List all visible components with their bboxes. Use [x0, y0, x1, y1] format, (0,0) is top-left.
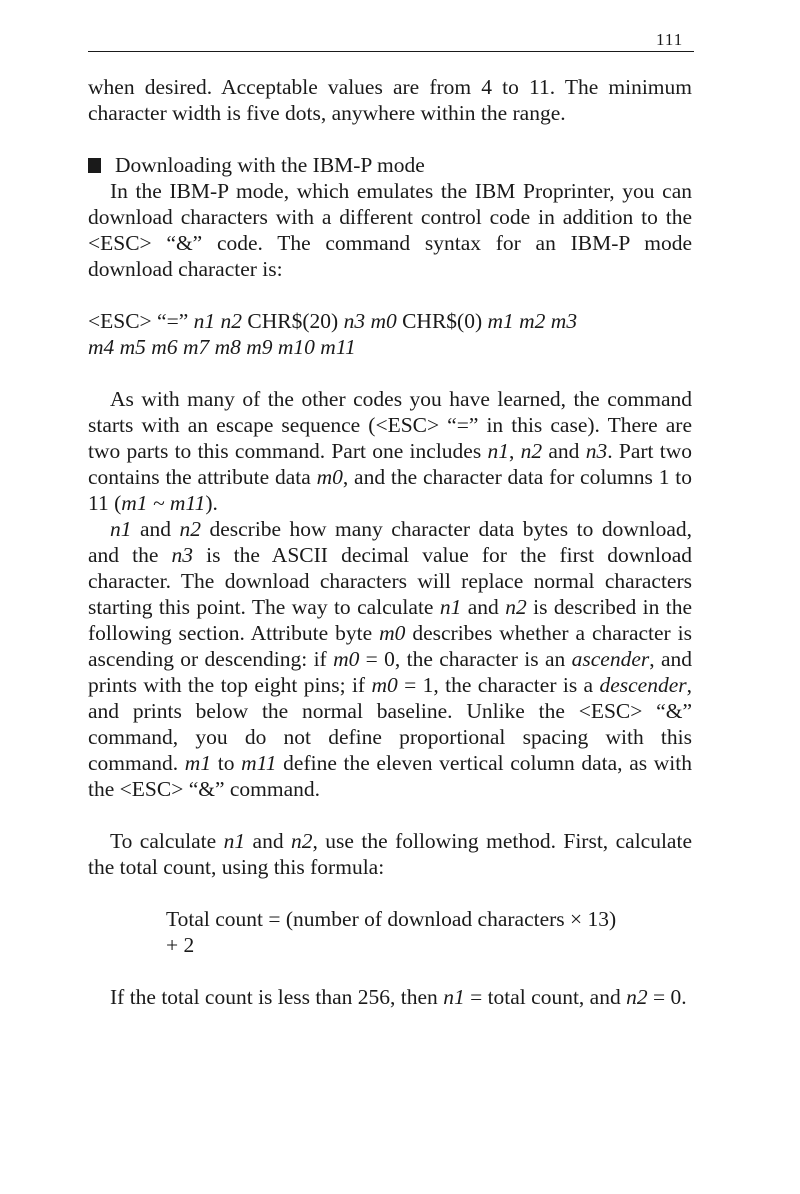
text-run: = 1, the character is a: [397, 673, 600, 697]
text-run: If the total count is less than 256, then: [110, 985, 444, 1009]
text-run: . Part two contains the attribute data: [88, 439, 693, 489]
var-n2: n2: [505, 595, 527, 619]
text-run: ).: [205, 491, 218, 515]
syntax-line2: m4 m5 m6 m7 m8 m9 m10 m11: [88, 335, 356, 359]
var-m0: m0: [316, 465, 343, 489]
text-run: describes whether a character is ascending or descending: if: [88, 621, 692, 671]
var-m0: m0: [333, 647, 360, 671]
syntax-esc: <ESC> “=”: [88, 309, 194, 333]
text-run: = 0.: [647, 985, 687, 1009]
section-heading: [88, 152, 692, 178]
term-descender: descender: [599, 673, 687, 697]
text-run: As with many of the other codes you have learned, the command starts with an escape sequence (<ESC> “=” in this case). There are two parts to this command. Part one includes: [88, 387, 692, 463]
intro-paragraph: when desired. Acceptable values are from 4 to 11. The minimum character width is five dots, anywhere within the range.: [88, 75, 692, 125]
var-m-range: m1 ~ m11: [121, 491, 206, 515]
text-run: and: [131, 517, 180, 541]
section-heading-text: Downloading with the IBM-P mode: [115, 153, 425, 177]
syntax-m1m3: m1 m2 m3: [487, 309, 578, 333]
paragraph-escape-sequence: [88, 386, 692, 516]
text-run: , and the character data for columns 1 to 11 (: [88, 465, 692, 515]
syntax-n3m0: n3 m0: [343, 309, 397, 333]
formula-line-1: Total count = (number of download characters × 13): [166, 907, 617, 931]
text-run: to: [211, 751, 242, 775]
text-run: ,: [508, 439, 521, 463]
section-paragraph: In the IBM-P mode, which emulates the IBM Proprinter, you can download characters with a different control code in addition to the <ESC> “&” code. The command syntax for an IBM-P mode download character is:: [88, 179, 692, 281]
text-run: To calculate: [110, 829, 224, 853]
page-number: 111: [656, 30, 684, 49]
var-n2: n2: [291, 829, 313, 853]
var-n3: n3: [585, 439, 608, 463]
syntax-n1n2: n1 n2: [193, 309, 243, 333]
var-n3: n3: [171, 543, 194, 567]
var-m1: m1: [184, 751, 212, 775]
text-run: = 0, the character is an: [359, 647, 572, 671]
syntax-chr20: CHR$(20): [242, 309, 344, 333]
page-body: [88, 74, 692, 1010]
text-run: is described in the following section. Attribute byte: [88, 595, 692, 645]
var-n2: n2: [520, 439, 543, 463]
text-run: , use the following method. First, calculate the total count, using this formula:: [88, 829, 692, 879]
var-n2: n2: [179, 517, 201, 541]
var-n1: n1: [487, 439, 509, 463]
text-run: , and prints with the top eight pins; if: [88, 647, 693, 697]
header-rule: [88, 51, 694, 52]
total-count-formula: [166, 906, 692, 958]
text-run: and: [245, 829, 291, 853]
square-bullet-icon: [88, 158, 101, 173]
var-n1: n1: [439, 595, 462, 619]
text-run: is the ASCII decimal value for the first download character. The download characters will replace normal characters starting this point. The way to calculate: [88, 543, 693, 619]
syntax-chr0: CHR$(0): [396, 309, 488, 333]
text-run: and: [542, 439, 586, 463]
var-n2: n2: [626, 985, 648, 1009]
text-run: define the eleven vertical column data, as with the <ESC> “&” command.: [88, 751, 692, 801]
term-ascender: ascender: [571, 647, 650, 671]
var-m0: m0: [371, 673, 398, 697]
var-n1: n1: [223, 829, 246, 853]
formula-line-2: + 2: [166, 933, 195, 957]
var-m11: m11: [241, 751, 277, 775]
var-n1: n1: [443, 985, 465, 1009]
text-run: , and prints below the normal baseline. Unlike the <ESC> “&” command, you do not define proportional spacing with this command.: [88, 673, 692, 775]
paragraph-less-than-256: [88, 984, 692, 1010]
command-syntax: [88, 308, 692, 360]
paragraph-parameters: [88, 516, 692, 802]
text-run: and: [461, 595, 506, 619]
text-run: = total count, and: [464, 985, 627, 1009]
text-run: describe how many character data bytes to download, and the: [88, 517, 692, 567]
paragraph-calculate: [88, 828, 692, 880]
var-n1: n1: [110, 517, 132, 541]
var-m0: m0: [379, 621, 406, 645]
